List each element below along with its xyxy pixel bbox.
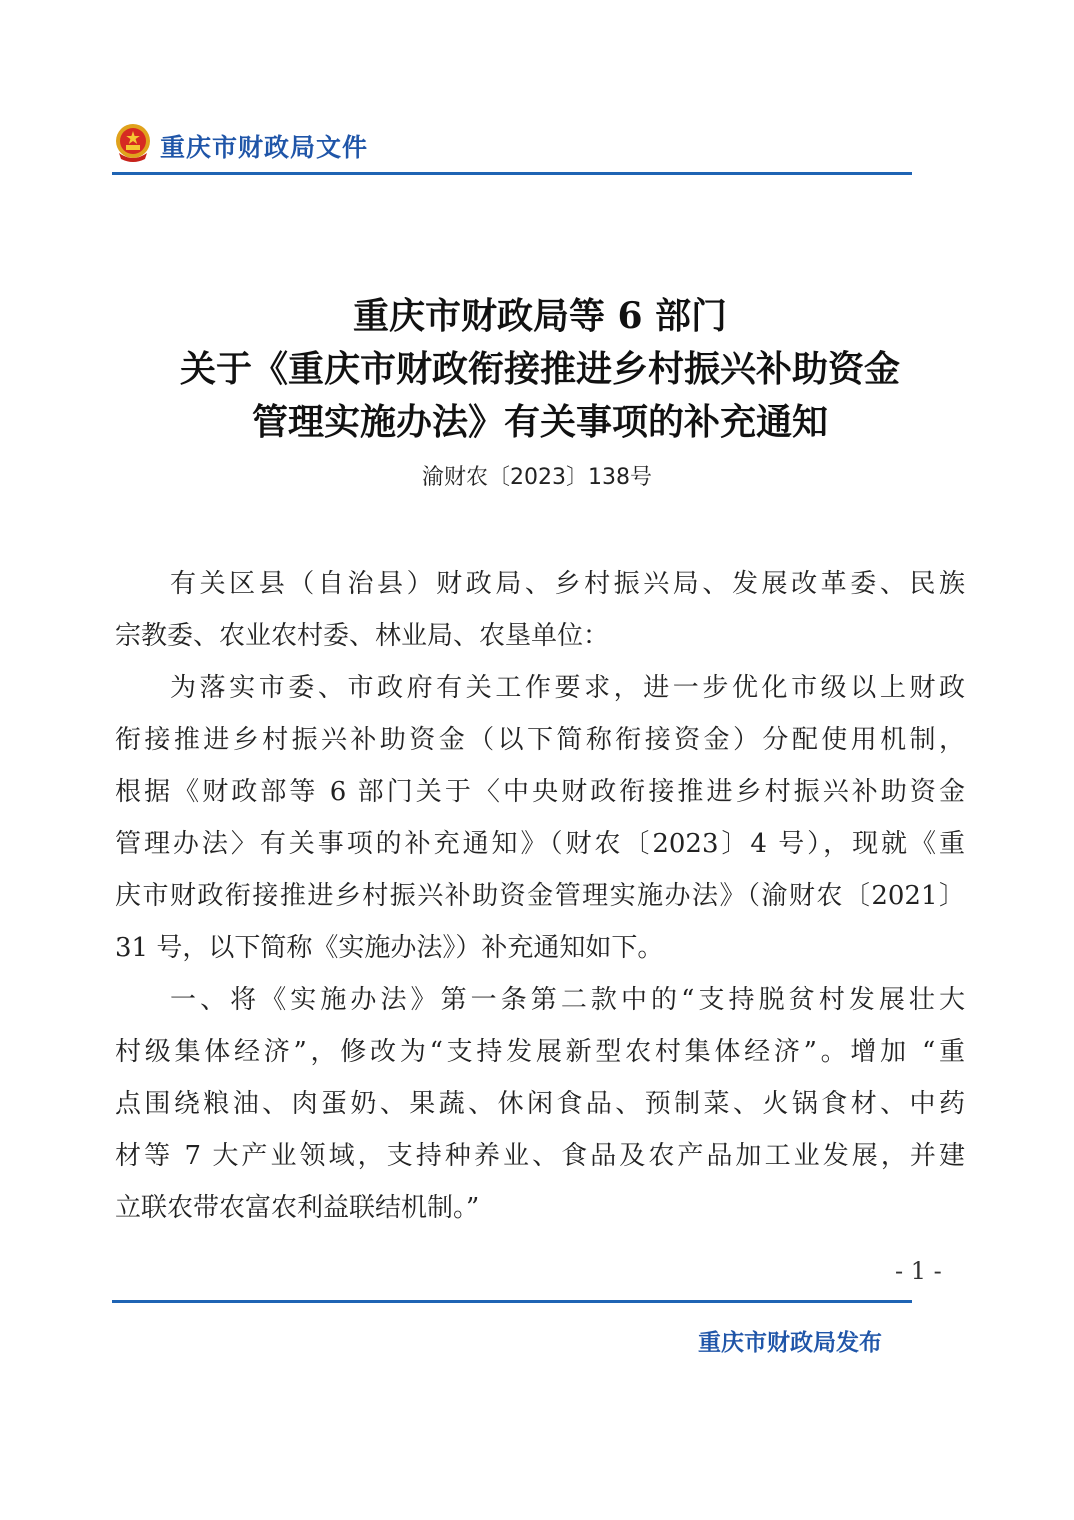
body-line: 为落实市委、市政府有关工作要求，进一步优化市级以上财政 [170,673,965,703]
body-line: 管理办法〉有关事项的补充通知》（财农〔2023〕4 号），现就《重 [115,829,965,859]
title-line: 重庆市财政局等 6 部门 [352,295,728,337]
body-line: 庆市财政衔接推进乡村振兴补助资金管理实施办法》（渝财农〔2021〕 [115,881,965,911]
page-number: - 1 - [895,1257,942,1285]
body-line: 材等 7 大产业领域，支持种养业、食品及农产品加工业发展，并建 [115,1141,965,1171]
national-emblem-icon [114,123,152,163]
body-line: 村级集体经济”，修改为“支持发展新型农村集体经济”。增加 “重 [115,1037,965,1067]
title-line: 管理实施办法》有关事项的补充通知 [251,401,828,443]
header-title: 重庆市财政局文件 [160,133,369,162]
document-body [115,558,965,1234]
header-divider [112,172,912,175]
document-title [40,290,1040,449]
body-line: 根据《财政部等 6 部门关于〈中央财政衔接推进乡村振兴补助资金 [115,777,965,807]
document-header [112,118,912,174]
body-line: 衔接推进乡村振兴补助资金（以下简称衔接资金）分配使用机制， [115,725,965,755]
document-number: 渝财农〔2023〕138号 [422,465,652,490]
body-line: 点围绕粮油、肉蛋奶、果蔬、休闲食品、预制菜、火锅食材、中药 [115,1089,965,1119]
body-line: 31 号，以下简称《实施办法》）补充通知如下。 [115,933,664,963]
body-line: 有关区县（自治县）财政局、乡村振兴局、发展改革委、民族 [170,569,965,599]
footer-divider [112,1300,912,1303]
title-line: 关于《重庆市财政衔接推进乡村振兴补助资金 [179,348,900,390]
footer-publisher: 重庆市财政局发布 [698,1330,882,1356]
body-line: 宗教委、农业农村委、林业局、农垦单位： [115,621,610,651]
body-line: 一、将《实施办法》第一条第二款中的“支持脱贫村发展壮大 [170,985,965,1015]
body-line: 立联农带农富农利益联结机制。” [115,1193,480,1223]
